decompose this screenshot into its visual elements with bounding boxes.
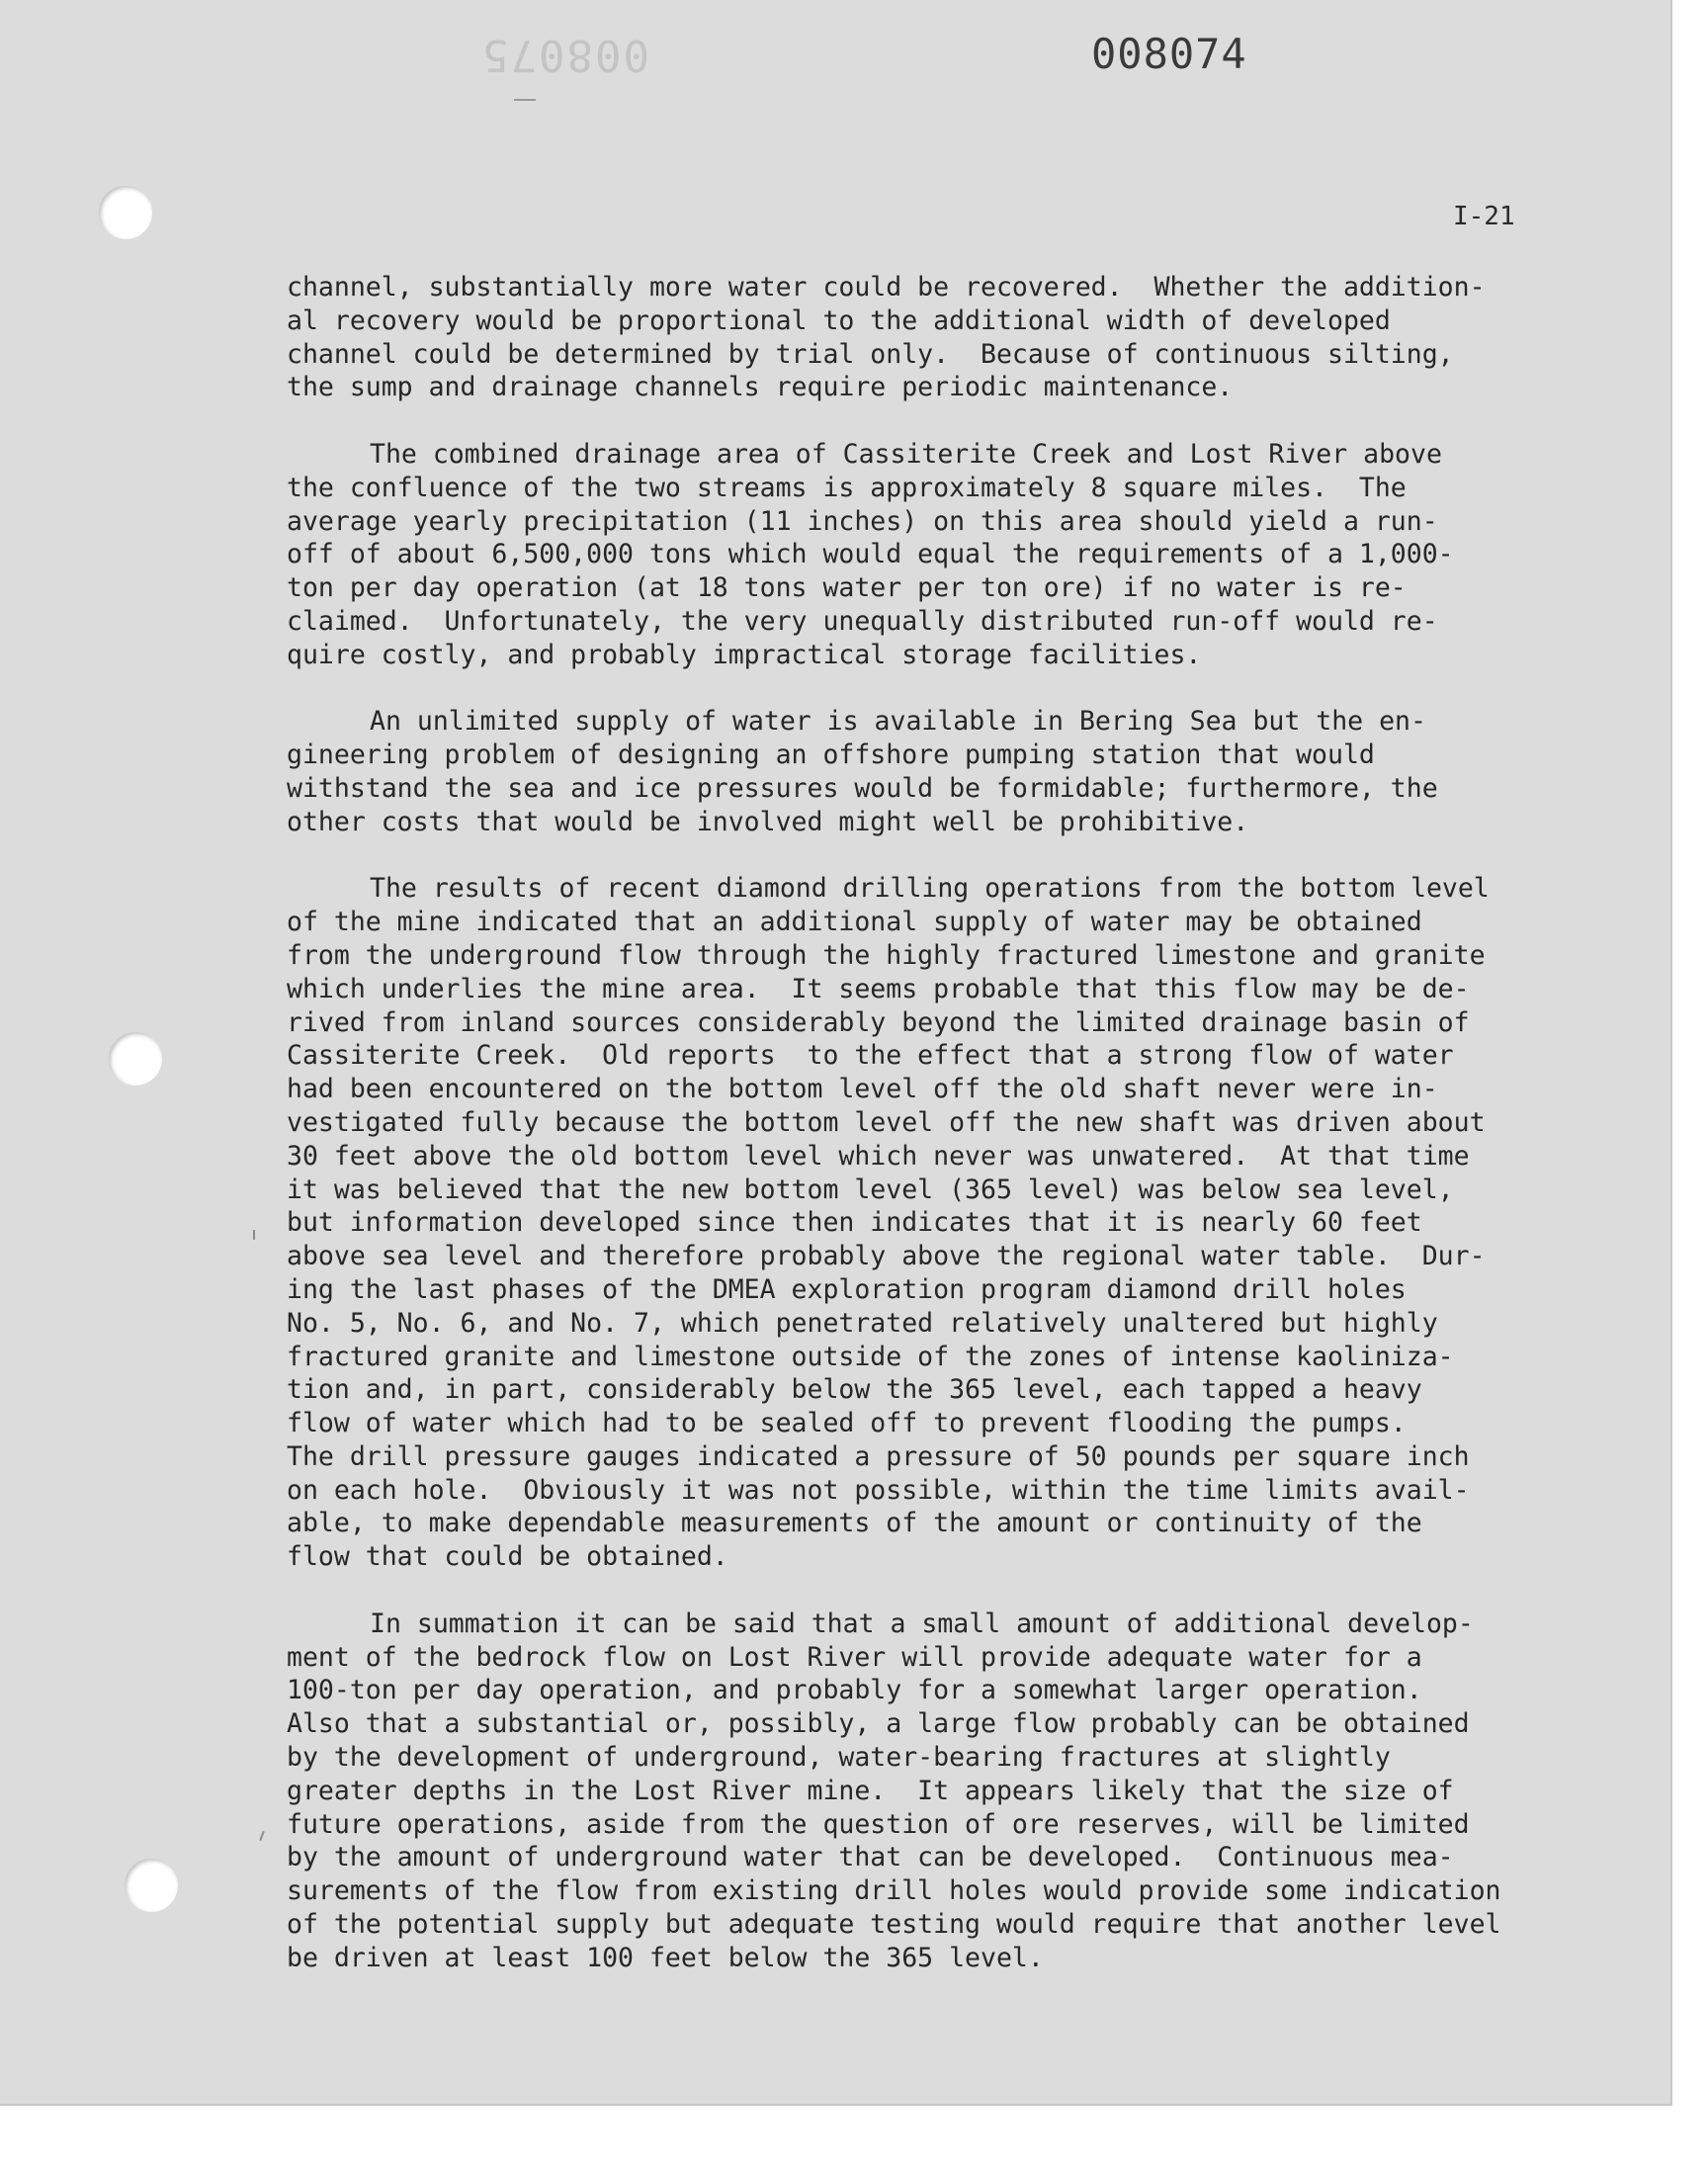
page-number: I-21 bbox=[1453, 202, 1515, 231]
text-line: be driven at least 100 feet below the 365 level. bbox=[287, 1942, 1044, 1973]
text-line: future operations, aside from the question of ore reserves, will be limited bbox=[287, 1808, 1470, 1840]
text-line: ing the last phases of the DMEA exploration program diamond drill holes bbox=[287, 1273, 1407, 1305]
text-line: from the underground flow through the highly fractured limestone and granite bbox=[287, 939, 1486, 971]
text-line: 100-ton per day operation, and probably for a somewhat larger operation. bbox=[287, 1675, 1422, 1706]
text-line: had been encountered on the bottom level off the old shaft never were in- bbox=[287, 1074, 1438, 1105]
text-line: gineering problem of designing an offshore pumping station that would bbox=[287, 740, 1375, 771]
text-line: of the potential supply but adequate testing would require that another level bbox=[287, 1909, 1501, 1941]
text-line: vestigated fully because the bottom level off the new shaft was driven about bbox=[287, 1106, 1486, 1138]
text-line: Also that a substantial or, possibly, a large flow probably can be obtained bbox=[287, 1708, 1470, 1740]
text-line: surements of the flow from existing drill holes would provide some indication bbox=[287, 1875, 1501, 1907]
text-line: the sump and drainage channels require periodic maintenance. bbox=[287, 372, 1234, 403]
text-line: No. 5, No. 6, and No. 7, which penetrated relatively unaltered but highly bbox=[287, 1307, 1438, 1339]
paragraph bbox=[287, 705, 1591, 838]
text-line: of the mine indicated that an additional supply of water may be obtained bbox=[287, 907, 1422, 938]
text-line: greater depths in the Lost River mine. It appears likely that the size of bbox=[287, 1775, 1454, 1806]
text-line: average yearly precipitation (11 inches) on this area should yield a run- bbox=[287, 505, 1438, 537]
text-line: In summation it can be said that a small amount of additional develop- bbox=[370, 1608, 1474, 1639]
paragraph bbox=[287, 1608, 1591, 1975]
punch-hole bbox=[125, 1859, 178, 1912]
text-line: but information developed since then indicates that it is nearly 60 feet bbox=[287, 1207, 1422, 1239]
text-line: An unlimited supply of water is available in Bering Sea but the en- bbox=[370, 706, 1426, 738]
text-line: ton per day operation (at 18 tons water per ton ore) if no water is re- bbox=[287, 572, 1407, 604]
text-line: above sea level and therefore probably above the regional water table. Dur- bbox=[287, 1241, 1486, 1272]
bleed-through-stamp: 008075 bbox=[480, 30, 649, 80]
text-line: Cassiterite Creek. Old reports to the effect that a strong flow of water bbox=[287, 1040, 1454, 1072]
text-line: channel could be determined by trial only. Because of continuous silting, bbox=[287, 338, 1454, 370]
text-line: claimed. Unfortunately, the very unequally distributed run-off would re- bbox=[287, 605, 1438, 637]
text-line: al recovery would be proportional to the additional width of developed bbox=[287, 304, 1391, 336]
document-number: 008074 bbox=[1091, 30, 1247, 78]
text-line: by the development of underground, water-bearing fractures at slightly bbox=[287, 1742, 1391, 1774]
text-line: tion and, in part, considerably below the 365 level, each tapped a heavy bbox=[287, 1374, 1422, 1406]
text-line: on each hole. Obviously it was not possible, within the time limits avail- bbox=[287, 1474, 1470, 1506]
text-line: rived from inland sources considerably beyond the limited drainage basin of bbox=[287, 1006, 1470, 1038]
text-line: fractured granite and limestone outside of the zones of intense kaoliniza- bbox=[287, 1341, 1454, 1372]
scan-speck bbox=[253, 1230, 255, 1240]
text-line: withstand the sea and ice pressures would be formidable; furthermore, the bbox=[287, 772, 1438, 804]
text-line: quire costly, and probably impractical storage facilities. bbox=[287, 639, 1202, 670]
scan-speck bbox=[259, 1831, 264, 1841]
text-line: 30 feet above the old bottom level which never was unwatered. At that time bbox=[287, 1140, 1470, 1172]
text-line: The drill pressure gauges indicated a pressure of 50 pounds per square inch bbox=[287, 1440, 1470, 1472]
stamp-dash bbox=[514, 99, 536, 101]
text-line: The results of recent diamond drilling operations from the bottom level bbox=[370, 873, 1490, 905]
text-line: the confluence of the two streams is approximately 8 square miles. The bbox=[287, 472, 1407, 503]
text-line: flow of water which had to be sealed off to prevent flooding the pumps. bbox=[287, 1408, 1407, 1439]
paragraph bbox=[287, 438, 1591, 672]
text-line: The combined drainage area of Cassiterite Creek and Lost River above bbox=[370, 438, 1442, 470]
text-line: it was believed that the new bottom level (365 level) was below sea level, bbox=[287, 1174, 1454, 1205]
text-line: off of about 6,500,000 tons which would equal the requirements of a 1,000- bbox=[287, 539, 1454, 570]
body-text bbox=[287, 271, 1591, 2008]
text-line: flow that could be obtained. bbox=[287, 1541, 728, 1573]
paragraph bbox=[287, 872, 1591, 1574]
text-line: other costs that would be involved might well be prohibitive. bbox=[287, 806, 1249, 837]
punch-hole bbox=[99, 186, 152, 239]
text-line: channel, substantially more water could be recovered. Whether the addition- bbox=[287, 272, 1486, 303]
text-line: which underlies the mine area. It seems probable that this flow may be de- bbox=[287, 973, 1470, 1004]
text-line: by the amount of underground water that can be developed. Continuous mea- bbox=[287, 1842, 1454, 1873]
punch-hole bbox=[109, 1032, 162, 1086]
text-line: able, to make dependable measurements of the amount or continuity of the bbox=[287, 1508, 1422, 1539]
paragraph bbox=[287, 271, 1591, 404]
text-line: ment of the bedrock flow on Lost River will provide adequate water for a bbox=[287, 1641, 1422, 1673]
